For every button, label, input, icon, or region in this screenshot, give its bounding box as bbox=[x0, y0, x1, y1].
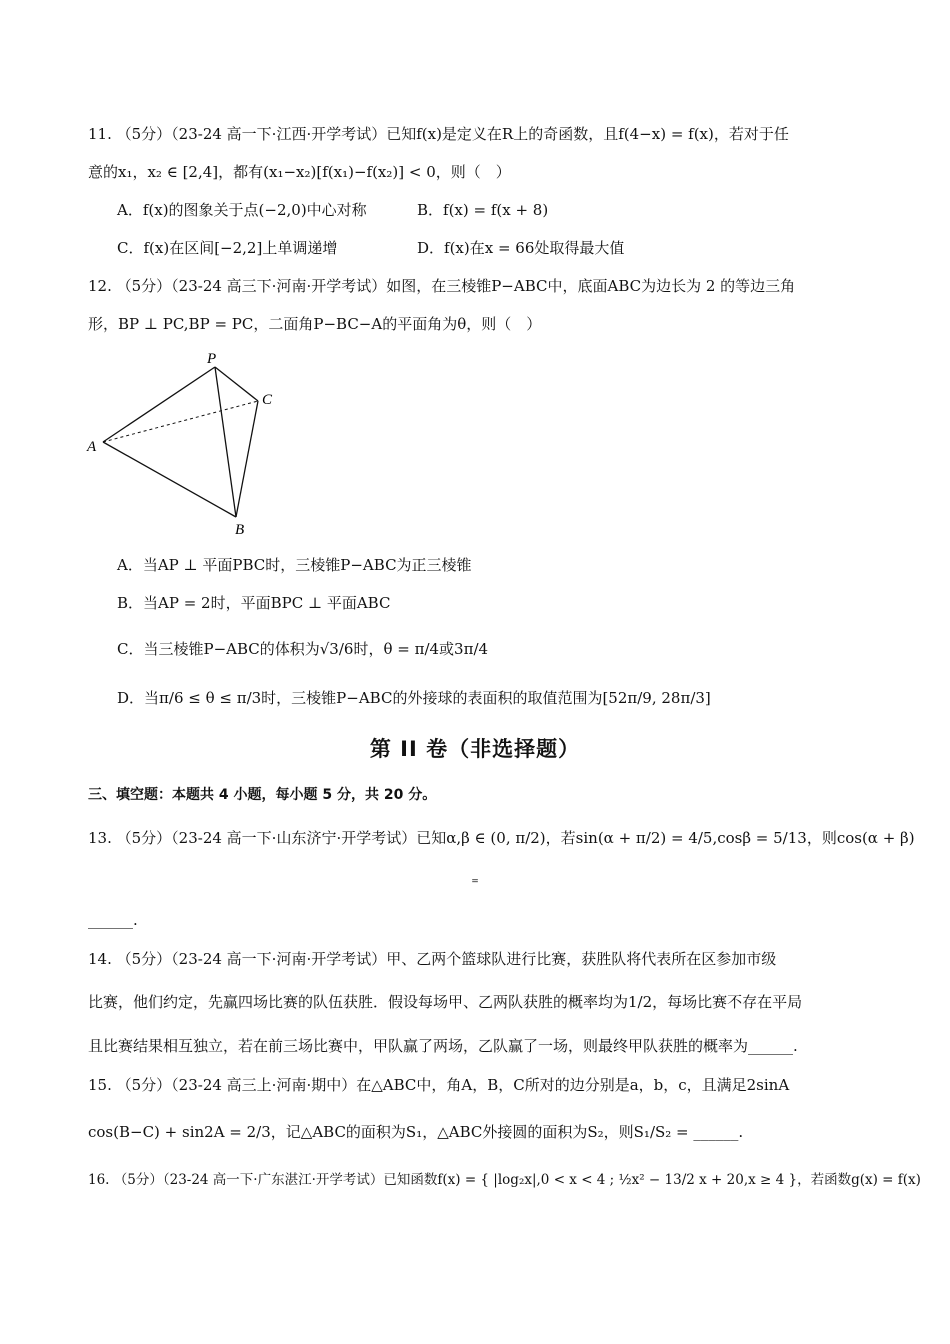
q12-option-a: A．当AP ⊥ 平面PBC时，三棱锥P−ABC为正三棱锥 bbox=[117, 556, 472, 574]
section-title: 第 II 卷（非选择题） bbox=[369, 737, 581, 761]
q11-option-b: B．f(x) = f(x + 8) bbox=[417, 201, 549, 219]
edge-ac-hidden bbox=[103, 401, 258, 442]
q14-line-1: 14. （5分）（23-24 高一下·河南·开学考试）甲、乙两个篮球队进行比赛，获胜队将代表所在区参加市级 bbox=[88, 950, 777, 968]
edge-pb bbox=[215, 367, 236, 517]
q14-line-2: 比赛，他们约定，先赢四场比赛的队伍获胜．假设每场甲、乙两队获胜的概率均为1/2，每场比赛不存在平局 bbox=[88, 993, 803, 1011]
q12-option-d: D．当π/6 ≤ θ ≤ π/3时，三棱锥P−ABC的外接球的表面积的取值范围为[52π/9, 28π/3] bbox=[117, 689, 711, 707]
q12-option-b: B．当AP = 2时，平面BPC ⊥ 平面ABC bbox=[117, 594, 391, 612]
edge-ap bbox=[103, 367, 215, 442]
edge-pc bbox=[215, 367, 258, 401]
q15-line-1: 15. （5分）（23-24 高三上·河南·期中）在△ABC中，角A，B，C所对的边分别是a，b，c，且满足2sinA bbox=[88, 1076, 790, 1094]
q11-line-2: 意的x₁，x₂ ∈ [2,4]，都有(x₁−x₂)[f(x₁)−f(x₂)] < 0，则（ ） bbox=[88, 163, 511, 181]
label-b: B bbox=[235, 522, 245, 538]
edge-ab bbox=[103, 442, 236, 517]
q11-option-c: C．f(x)在区间[−2,2]上单调递增 bbox=[117, 239, 338, 257]
edge-cb bbox=[236, 401, 258, 517]
q13-line-1: 13. （5分）（23-24 高一下·山东济宁·开学考试）已知α,β ∈ (0, π/2)，若sin(α + π/2) = 4/5,cosβ = 5/13，则cos(α + β) bbox=[88, 829, 915, 847]
q14-line-3: 且比赛结果相互独立，若在前三场比赛中，甲队赢了两场，乙队赢了一场，则最终甲队获胜的概率为______. bbox=[88, 1037, 798, 1055]
q13-equals: = bbox=[471, 877, 479, 887]
q12-line-2: 形，BP ⊥ PC,BP = PC，二面角P−BC−A的平面角为θ，则（ ） bbox=[88, 315, 542, 333]
q16-line-1: 16. （5分）（23-24 高一下·广东湛江·开学考试）已知函数f(x) = { |log₂x|,0 < x < 4 ; ½x² − 13/2 x + 20,x ≥ 4 }，若函数g(x) = f(x) bbox=[88, 1172, 921, 1188]
q11-option-a: A．f(x)的图象关于点(−2,0)中心对称 bbox=[117, 201, 367, 219]
tetrahedron-figure bbox=[82, 345, 292, 540]
label-p: P bbox=[207, 351, 217, 367]
q11-option-d: D．f(x)在x = 66处取得最大值 bbox=[417, 239, 625, 257]
q15-line-2: cos(B−C) + sin2A = 2/3，记△ABC的面积为S₁，△ABC外接圆的面积为S₂，则S₁/S₂ = ______. bbox=[88, 1123, 744, 1141]
q12-option-c: C．当三棱锥P−ABC的体积为√3/6时，θ = π/4或3π/4 bbox=[117, 640, 489, 658]
q11-line-1: 11. （5分）（23-24 高一下·江西·开学考试）已知f(x)是定义在R上的奇函数，且f(4−x) = f(x)，若对于任 bbox=[88, 125, 789, 143]
section-header: 三、填空题：本题共 4 小题，每小题 5 分，共 20 分。 bbox=[88, 787, 437, 803]
q12-line-1: 12. （5分）（23-24 高三下·河南·开学考试）如图，在三棱锥P−ABC中，底面ABC为边长为 2 的等边三角 bbox=[88, 277, 796, 295]
q13-blank: ______. bbox=[88, 911, 138, 929]
label-c: C bbox=[262, 392, 273, 408]
label-a: A bbox=[87, 439, 97, 455]
